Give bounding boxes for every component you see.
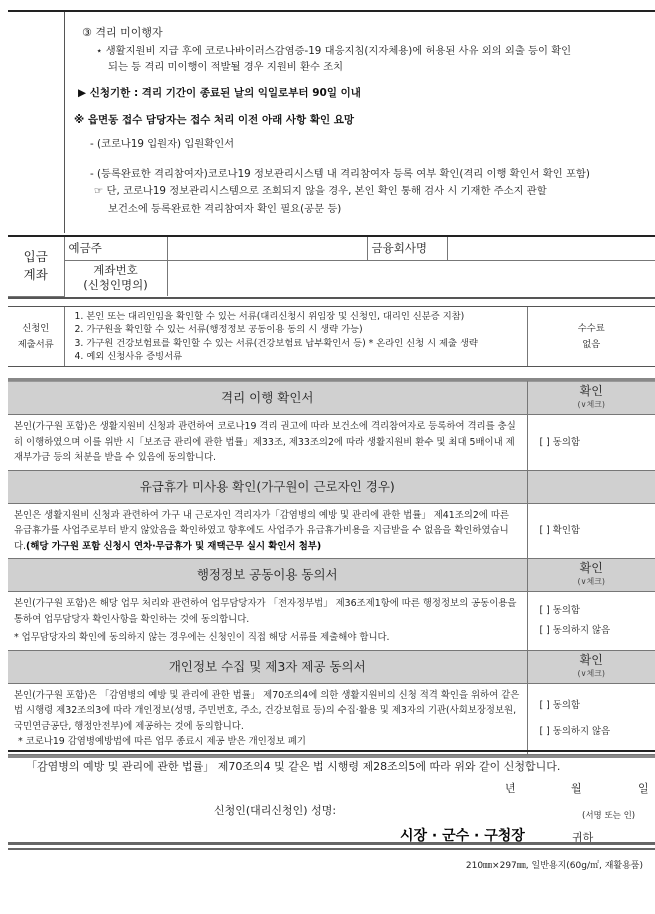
- agree-checkbox[interactable]: [ ] 동의함: [539, 700, 580, 711]
- doc-item: 1. 본인 또는 대리인임을 확인할 수 있는 서류(대리신청시 위임장 및 신청인, 대리인 신분증 지참): [74, 310, 465, 322]
- section-note: * 업무담당자의 확인에 동의하지 않는 경우에는 신청인이 직접 해당 서류를 제출해야 합니다.: [14, 632, 390, 643]
- holder-label: 예금주: [64, 237, 167, 260]
- section-body: 본인(가구원 포함)은 「감염병의 예방 및 관리에 관한 법률」 제70조의4에 의한 생활지원비의 신청 적격 확인을 위하여 같은 법 시행령 제32조의3에 따라 개인정보(성명, 주민번호, 주소, 건강보험료 등)의 수집·활용 및 제3자의 기관(사회보장정보원, 국민연금공단, 행정안전부)에 제공하는 것에 동의합니다.: [14, 689, 520, 732]
- account-label: 계좌: [23, 267, 48, 283]
- notice: ※ 읍면동 접수 담당자는 접수 처리 이전 아래 사항 확인 요망: [74, 114, 355, 126]
- confirm-sub-end: ): [601, 400, 606, 409]
- bank-label: 금융회사명: [367, 237, 447, 260]
- fee-label: 수수료: [577, 322, 605, 334]
- section-body: 본인(가구원 포함)은 생활지원비 신청과 관련하여 코로나19 격리 권고에 따라 보건소에 격리참여자로 등록하여 격리를 충실히 이행하였으며 이를 위반 시「보조금 관리에 관한 법률」제33조, 제33조의2에 따라 생활지원비 환수 및 최대 5배이내 제재부가금 등의 처분을 받을 수 있음에 동의합니다.: [8, 415, 527, 471]
- check-note: ☞ 단, 코로나19 정보관리시스템으로 조회되지 않을 경우, 본인 확인 통해 검사 시 기재한 주소지 관할: [94, 185, 547, 197]
- item3-note-cont: 되는 등 격리 미이행이 적발될 경우 지원비 환수 조치: [108, 61, 344, 73]
- docs-label: 제출서류: [17, 338, 54, 350]
- docs-label: 신청인: [22, 322, 50, 334]
- confirm-header: 확인: [579, 561, 603, 575]
- bank-field[interactable]: [447, 237, 655, 260]
- confirm-sub: (∨체크: [577, 577, 602, 586]
- paper-spec: 210㎜×297㎜, 일반용지(60g/㎡, 재활용품): [465, 861, 643, 871]
- check-item: - (등록완료한 격리참여자)코로나19 정보관리시스템 내 격리참여자 등록 여부 확인(격리 이행 확인서 확인 포함): [90, 168, 590, 180]
- item3-note: ⋆ 생활지원비 지급 후에 코로나바이러스감염증-19 대응지침(지자체용)에 허용된 사유 외의 외출 등이 확인: [96, 45, 572, 57]
- doc-item: 4. 예외 신청사유 증빙서류: [74, 351, 183, 362]
- section-title: 행정정보 공동이용 동의서: [8, 559, 527, 592]
- applicant-name-label: 신청인(대리신청인) 성명:: [214, 804, 337, 817]
- account-label: 입금: [23, 249, 48, 265]
- confirm-sub-end: ): [601, 668, 606, 678]
- disagree-checkbox[interactable]: [ ] 동의하지 않음: [539, 624, 611, 636]
- application-footer: [8, 750, 655, 844]
- footer-divider: [8, 842, 655, 850]
- section-title: 격리 이행 확인서: [8, 382, 527, 415]
- account-number-field[interactable]: [167, 260, 655, 296]
- section-body: 본인은 생활지원비 신청과 관련하여 가구 내 근로자인 격리자가「감염병의 예방 및 관리에 관한 법률」 제41조의2에 따른 유급휴가를 사업주로부터 받지 않았음을 확인하였고 향후에도 사업주가 유급휴가비용을 지급받을 수 없음을 확인하였습니다.: [14, 509, 509, 552]
- doc-item: 2. 가구원을 확인할 수 있는 서류(행정정보 공동이용 동의 시 생략 가능): [74, 324, 363, 335]
- confirm-sub: (∨체크: [577, 400, 602, 409]
- section-title: 개인정보 수집 및 제3자 제공 동의서: [8, 650, 527, 683]
- instructions-section: [8, 10, 655, 233]
- statement: 「감염병의 예방 및 관리에 관한 법률」 제70조의4 및 같은 법 시행령 제28조의5에 따라 위와 같이 신청합니다.: [26, 760, 561, 773]
- month-label: 월: [571, 782, 582, 795]
- agree-checkbox[interactable]: [ ] 동의함: [539, 605, 580, 617]
- confirm-header: 확인: [579, 652, 603, 667]
- doc-item: 3. 가구원 건강보험료를 확인할 수 있는 서류(건강보험료 납부확인서 등) * 온라인 신청 시 제출 생략: [74, 337, 478, 349]
- signature-hint: (서명 또는 인): [582, 811, 636, 821]
- account-number-label: 계좌번호: [93, 263, 138, 278]
- deposit-account-table: [8, 235, 655, 299]
- confirm-checkbox[interactable]: [ ] 확인함: [539, 525, 580, 536]
- honorific: 귀하: [572, 831, 594, 844]
- day-label: 일: [638, 782, 649, 795]
- section-body: 본인(가구원 포함)은 해당 업무 처리와 관련하여 업무담당자가 「전자정부법」 제36조제1항에 따른 행정정보의 공동이용을 통하여 업무담당자 확인사항을 확인하는 것에 동의합니다.: [14, 598, 517, 625]
- check-note-cont: 보건소에 등록완료한 격리참여자 확인 필요(공문 등): [108, 203, 342, 215]
- disagree-checkbox[interactable]: [ ] 동의하지 않음: [539, 725, 611, 737]
- account-number-sub: (신청인명의): [83, 278, 148, 293]
- consent-table: [8, 378, 655, 758]
- section-bold-note: (해당 가구원 포함 신청시 연차·무급휴가 및 재택근무 실시 확인서 첨부): [26, 540, 322, 552]
- confirm-sub: (∨체크: [577, 668, 602, 678]
- holder-field[interactable]: [167, 237, 367, 260]
- item3-title: ③ 격리 미이행자: [82, 26, 163, 39]
- agree-checkbox[interactable]: [ ] 동의함: [539, 436, 580, 448]
- year-label: 년: [505, 782, 516, 795]
- confirm-sub-end: ): [601, 577, 606, 586]
- fee-value: 없음: [582, 338, 601, 350]
- required-documents-table: [8, 306, 655, 367]
- check-item: - (코로나19 입원자) 입원확인서: [90, 138, 235, 150]
- recipient: 시장 · 군수 · 구청장: [400, 828, 525, 844]
- section-note: * 코로나19 감염병예방법에 따른 업무 종료시 제공 받은 개인정보 폐기: [18, 736, 306, 747]
- deadline: ▶ 신청기한 : 격리 기간이 종료된 날의 익일로부터 90일 이내: [78, 87, 361, 99]
- section-title: 유급휴가 미사용 확인(가구원이 근로자인 경우): [8, 470, 527, 503]
- confirm-header: 확인: [579, 384, 603, 398]
